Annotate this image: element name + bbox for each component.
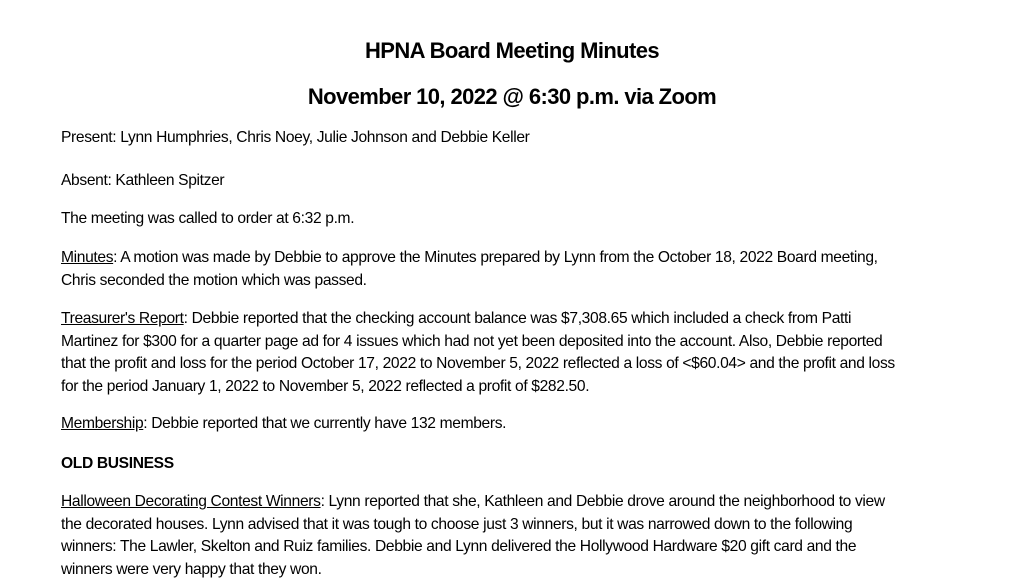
present-line: Present: Lynn Humphries, Chris Noey, Julie Johnson and Debbie Keller	[61, 127, 981, 150]
halloween-line-3: winners: The Lawler, Skelton and Ruiz families. Debbie and Lynn delivered the Hollywood Hardware $20 gift card and the	[61, 536, 981, 559]
meeting-date-heading: November 10, 2022 @ 6:30 p.m. via Zoom	[0, 84, 1024, 110]
treasurer-paragraph	[61, 308, 981, 398]
halloween-line-4: winners were very happy that they won.	[61, 559, 981, 581]
minutes-line-1: Minutes: A motion was made by Debbie to approve the Minutes prepared by Lynn from the October 18, 2022 Board meeting,	[61, 247, 981, 270]
treasurer-line-4: for the period January 1, 2022 to November 5, 2022 reflected a profit of $282.50.	[61, 376, 981, 399]
treasurer-line-3: that the profit and loss for the period October 17, 2022 to November 5, 2022 reflected a loss of <$60.04> and the profit and loss	[61, 353, 981, 376]
minutes-heading: Minutes	[61, 249, 113, 266]
call-to-order-line: The meeting was called to order at 6:32 p.m.	[61, 208, 981, 231]
treasurer-heading: Treasurer's Report	[61, 310, 184, 327]
document-title: HPNA Board Meeting Minutes	[0, 38, 1024, 64]
halloween-line-1: Halloween Decorating Contest Winners: Lynn reported that she, Kathleen and Debbie drove around the neighborhood to view	[61, 491, 981, 514]
absent-line: Absent: Kathleen Spitzer	[61, 170, 981, 193]
old-business-heading: OLD BUSINESS	[61, 453, 981, 476]
minutes-line-2: Chris seconded the motion which was passed.	[61, 270, 981, 293]
halloween-heading: Halloween Decorating Contest Winners	[61, 493, 321, 510]
treasurer-line-2: Martinez for $300 for a quarter page ad for 4 issues which had not yet been deposited into the account. Also, Debbie reported	[61, 331, 981, 354]
membership-paragraph: Membership: Debbie reported that we currently have 132 members.	[61, 413, 981, 436]
membership-heading: Membership	[61, 415, 143, 432]
minutes-paragraph	[61, 247, 981, 292]
treasurer-line-1: Treasurer's Report: Debbie reported that the checking account balance was $7,308.65 which included a check from Patti	[61, 308, 981, 331]
halloween-line-2: the decorated houses. Lynn advised that it was tough to choose just 3 winners, but it was narrowed down to the following	[61, 514, 981, 537]
